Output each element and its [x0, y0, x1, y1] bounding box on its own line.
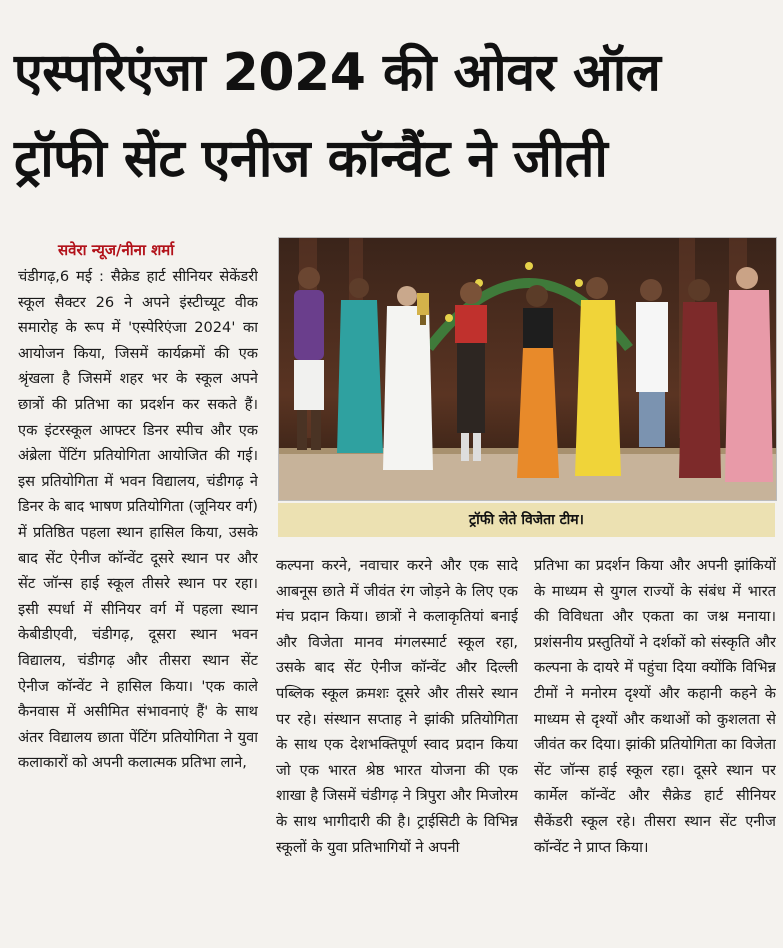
headline	[14, 30, 774, 202]
clipped-previous-headline-strip	[0, 0, 783, 14]
article-column-3	[534, 553, 776, 948]
article-text-col3: प्रतिभा का प्रदर्शन किया और अपनी झांकियों के माध्यम से युगल राज्यों के संबंध में भारत की विविधता और एकता का जश्न मनाया। प्रशंसनीय प्रस्तुतियों ने दर्शकों को संस्कृति और कल्पना के दायरे में पहुंचा दिया क्योंकि विभिन्न टीमों ने मनोरम दृश्यों और कहानी कहने के माध्यम से दृश्यों और कथाओं को कुशलता से जीवंत कर दिया। झांकी प्रतियोगिता का विजेता सेंट जॉन्स हाई स्कूल रहा। दूसरे स्थान पर कार्मेल कॉन्वेंट और सैक्रेड हार्ट सीनियर सैकेंडरी स्कूल रहे। तीसरा स्थान सेंट एनीज कॉन्वेंट ने प्राप्त किया।	[534, 557, 776, 856]
article-column-2	[276, 553, 518, 948]
headline-line-1: एस्परिएंजा 2024 की ओवर ऑल	[14, 43, 661, 103]
byline: सवेरा न्यूज/नीना शर्मा	[58, 241, 175, 259]
article-text-col1: चंडीगढ़,6 मई : सैक्रेड हार्ट सीनियर सेकेंडरी स्कूल सैक्टर 26 ने अपने इंस्टीच्यूट वीक समारोह के रूप में 'एस्पेरिएंजा 2024' का आयोजन किया, जिसमें कार्यक्रमों की एक श्रृंखला है जिसमें शहर भर के स्कूल अपने छात्रों की प्रतिभा का प्रदर्शन कर सकते हैं। एक इंटरस्कूल आफ्टर डिनर स्पीच और एक अंब्रेला पेंटिंग प्रतियोगिता आयोजित की गई। इस प्रतियोगिता में भवन विद्यालय, चंडीगढ़ ने डिनर के बाद भाषण प्रतियोगिता (जूनियर वर्ग) में प्रतिष्ठित पहला स्थान हासिल किया, उसके बाद सेंट ऐनीज कॉन्वेंट दूसरे स्थान पर और सेंट जॉन्स हाई स्कूल तीसरे स्थान पर रहा। इसी स्पर्धा में सीनियर वर्ग में पहला स्थान केबीडीएवी, चंडीगढ़, दूसरा स्थान भवन विद्यालय, चंडीगढ़ और तीसरा स्थान सेंट ऐनीज कॉन्वेंट ने हासिल किया। 'एक काले कैनवास में असीमित संभावनाएं हैं' के साथ अंतर विद्यालय छाता पेंटिंग प्रतियोगिता ने युवा कलाकारों को अपनी कलात्मक प्रतिभा लाने,	[18, 268, 258, 772]
headline-line-2: ट्रॉफी सेंट एनीज कॉन्वैंट ने जीती	[14, 129, 608, 189]
article-column-1	[18, 264, 258, 948]
news-photo	[278, 237, 777, 501]
photo-caption: ट्रॉफी लेते विजेता टीम।	[278, 503, 775, 537]
article-text-col2: कल्पना करने, नवाचार करने और एक सादे आबनूस छाते में जीवंत रंग जोड़ने के लिए एक मंच प्रदान किया। छात्रों ने कलाकृतियां बनाई और विजेता मानव मंगलस्मार्ट स्कूल रहा, उसके बाद सेंट ऐनीज कॉन्वेंट और दिल्ली पब्लिक स्कूल क्रमशः दूसरे और तीसरे स्थान पर रहे। संस्थान सप्ताह ने झांकी प्रतियोगिता के साथ एक देशभक्तिपूर्ण स्वाद प्रदान किया जो एक भारत श्रेष्ठ भारत योजना की एक शाखा है जिसमें चंडीगढ़ ने त्रिपुरा और मिजोरम के साथ भागीदारी की है। ट्राईसिटी के विभिन्न स्कूलों के युवा प्रतिभागियों ने अपनी	[276, 557, 518, 856]
trophy-team-photo-illustration	[279, 238, 776, 500]
